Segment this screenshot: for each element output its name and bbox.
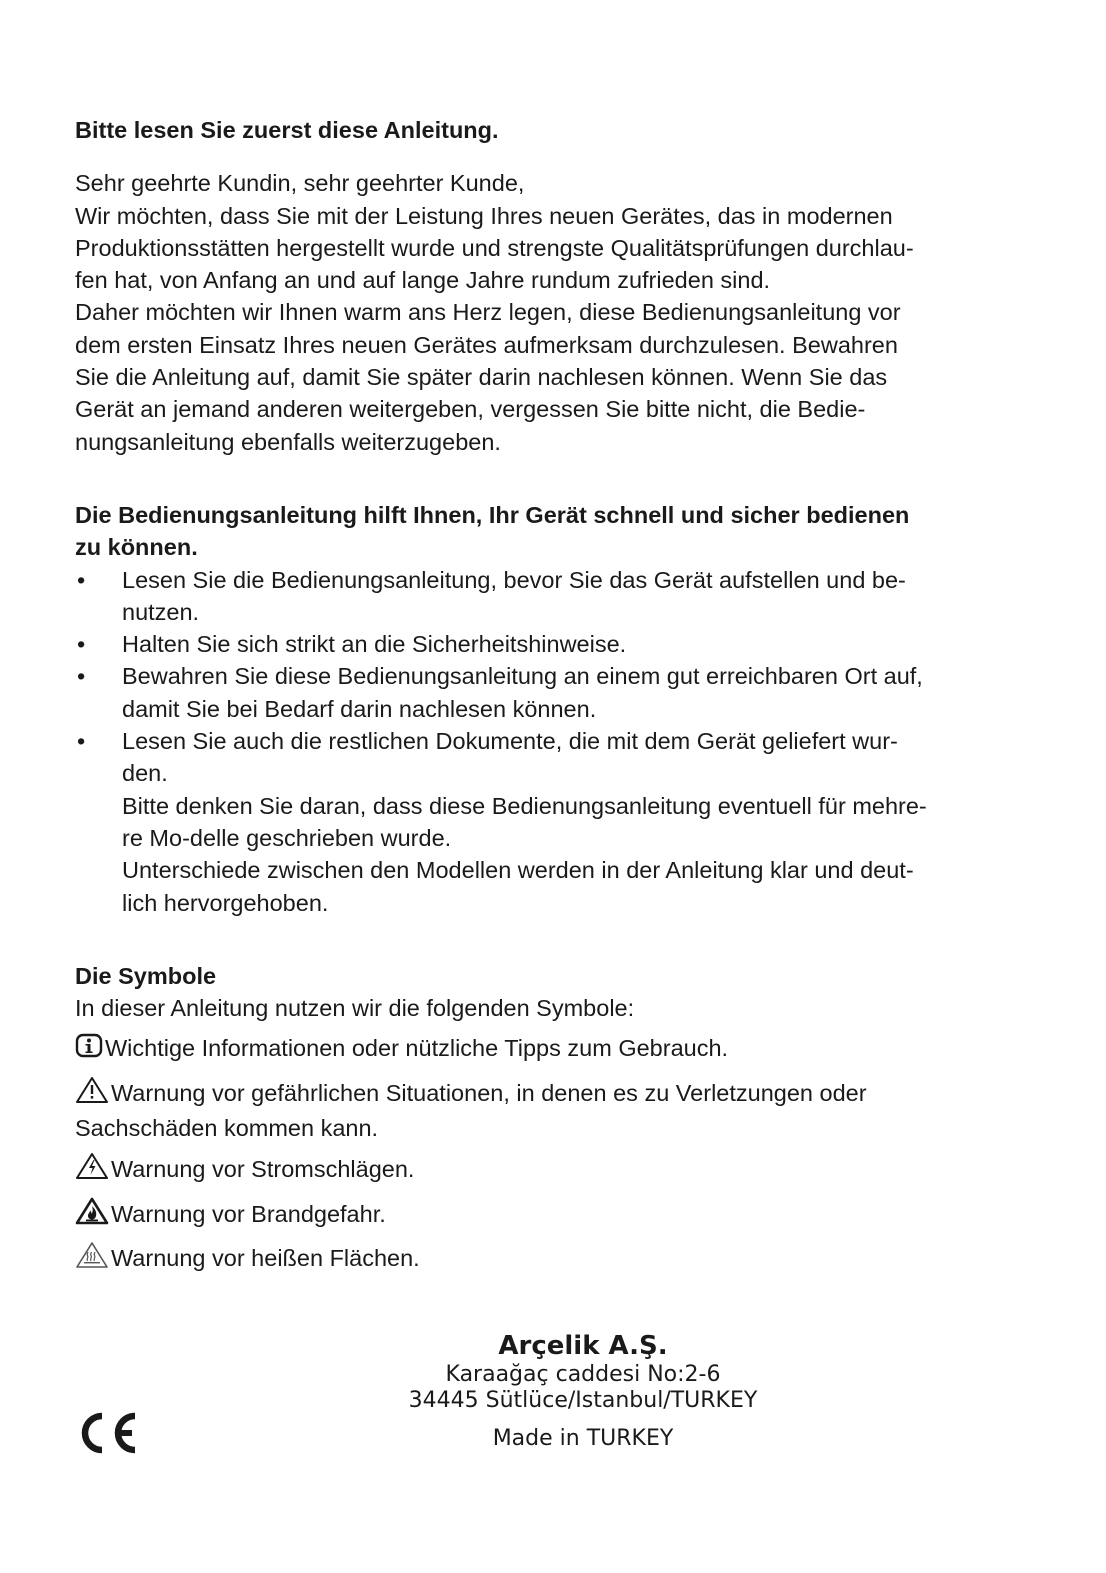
symbol-text: Warnung vor heißen Flächen. xyxy=(111,1244,420,1271)
info-icon xyxy=(75,1033,103,1067)
made-in-label: Made in TURKEY xyxy=(492,1426,674,1451)
manufacturer-info xyxy=(0,1330,1106,1452)
ce-mark-icon xyxy=(74,1410,140,1456)
symbol-hot-surface-row xyxy=(75,1241,1035,1277)
bullet-text: damit Sie bei Bedarf darin nachlesen können. xyxy=(122,695,597,722)
symbol-text: Wichtige Informationen oder nützliche Tipps zum Gebrauch. xyxy=(105,1035,729,1062)
manual-note-line: Bitte denken Sie daran, dass diese Bedienungsanleitung eventuell für mehre- xyxy=(122,792,927,819)
bullet-text: Halten Sie sich strikt an die Sicherheitshinweise. xyxy=(122,631,627,658)
manual-bullet-list xyxy=(75,564,1035,790)
manual-note-line: re Mo-delle geschrieben wurde. xyxy=(122,824,452,851)
bullet-item xyxy=(75,564,1035,629)
manual-note-line: Unterschiede zwischen den Modellen werden in der Anleitung klar und deut- xyxy=(122,857,914,884)
intro-line: dem ersten Einsatz Ihres neuen Gerätes aufmerksam durchzulesen. Bewahren xyxy=(75,331,898,358)
intro-line: Sehr geehrte Kundin, sehr geehrter Kunde, xyxy=(75,170,525,197)
symbol-text: Warnung vor gefährlichen Situationen, in denen es zu Verletzungen oder xyxy=(111,1079,867,1106)
intro-line: Gerät an jemand anderen weitergeben, vergessen Sie bitte nicht, die Bedie- xyxy=(75,396,866,423)
bullet-item xyxy=(75,628,1035,660)
document-page xyxy=(75,114,1035,1277)
manual-heading-line: Die Bedienungsanleitung hilft Ihnen, Ihr Gerät schnell und sicher bedienen xyxy=(75,501,910,528)
symbol-info-row xyxy=(75,1032,1035,1067)
bullet-item xyxy=(75,725,1035,790)
bullet-text: den. xyxy=(122,760,168,787)
intro-line: Wir möchten, dass Sie mit der Leistung Ihres neuen Gerätes, das in modernen xyxy=(75,202,893,229)
intro-line: Sie die Anleitung auf, damit Sie später darin nachlesen können. Wenn Sie das xyxy=(75,364,888,391)
warning-icon xyxy=(75,1076,109,1112)
symbol-electric-row xyxy=(75,1152,1035,1188)
manual-note-line: lich hervorgehoben. xyxy=(122,889,329,916)
symbol-text: Warnung vor Brandgefahr. xyxy=(111,1200,386,1227)
address-city: 34445 Sütlüce/Istanbul/TURKEY xyxy=(408,1388,758,1413)
symbols-heading: Die Symbole xyxy=(75,962,217,989)
hot-surface-icon xyxy=(75,1241,109,1277)
bullet-marker: • xyxy=(77,663,86,690)
bullet-text: nutzen. xyxy=(122,598,200,625)
bullet-text: Bewahren Sie diese Bedienungsanleitung an einem gut erreichbaren Ort auf, xyxy=(122,663,923,690)
symbol-text-continued: Sachschäden kommen kann. xyxy=(75,1115,379,1142)
intro-line: Produktionsstätten hergestellt wurde und strengste Qualitätsprüfungen durchlau- xyxy=(75,234,914,261)
address-street: Karaağaç caddesi No:2-6 xyxy=(445,1362,721,1387)
bullet-marker: • xyxy=(77,566,86,593)
symbols-intro: In dieser Anleitung nutzen wir die folgenden Symbole: xyxy=(75,995,635,1022)
bullet-item xyxy=(75,660,1035,725)
symbol-text: Warnung vor Stromschlägen. xyxy=(111,1156,415,1183)
electric-shock-icon xyxy=(75,1152,109,1188)
fire-icon xyxy=(75,1197,109,1233)
bullet-text: Lesen Sie auch die restlichen Dokumente, die mit dem Gerät geliefert wur- xyxy=(122,728,898,755)
company-name: Arçelik A.Ş. xyxy=(498,1331,668,1361)
symbol-warning-row xyxy=(75,1076,1035,1145)
intro-line: Daher möchten wir Ihnen warm ans Herz legen, diese Bedienungsanleitung vor xyxy=(75,299,901,326)
symbol-fire-row xyxy=(75,1197,1035,1233)
intro-heading: Bitte lesen Sie zuerst diese Anleitung. xyxy=(75,117,499,143)
bullet-marker: • xyxy=(77,631,86,658)
intro-line: fen hat, von Anfang an und auf lange Jahre rundum zufrieden sind. xyxy=(75,267,771,294)
intro-line: nungsanleitung ebenfalls weiterzugeben. xyxy=(75,428,501,455)
bullet-marker: • xyxy=(77,728,86,755)
manual-heading-line: zu können. xyxy=(75,534,198,561)
bullet-text: Lesen Sie die Bedienungsanleitung, bevor Sie das Gerät aufstellen und be- xyxy=(122,566,906,593)
